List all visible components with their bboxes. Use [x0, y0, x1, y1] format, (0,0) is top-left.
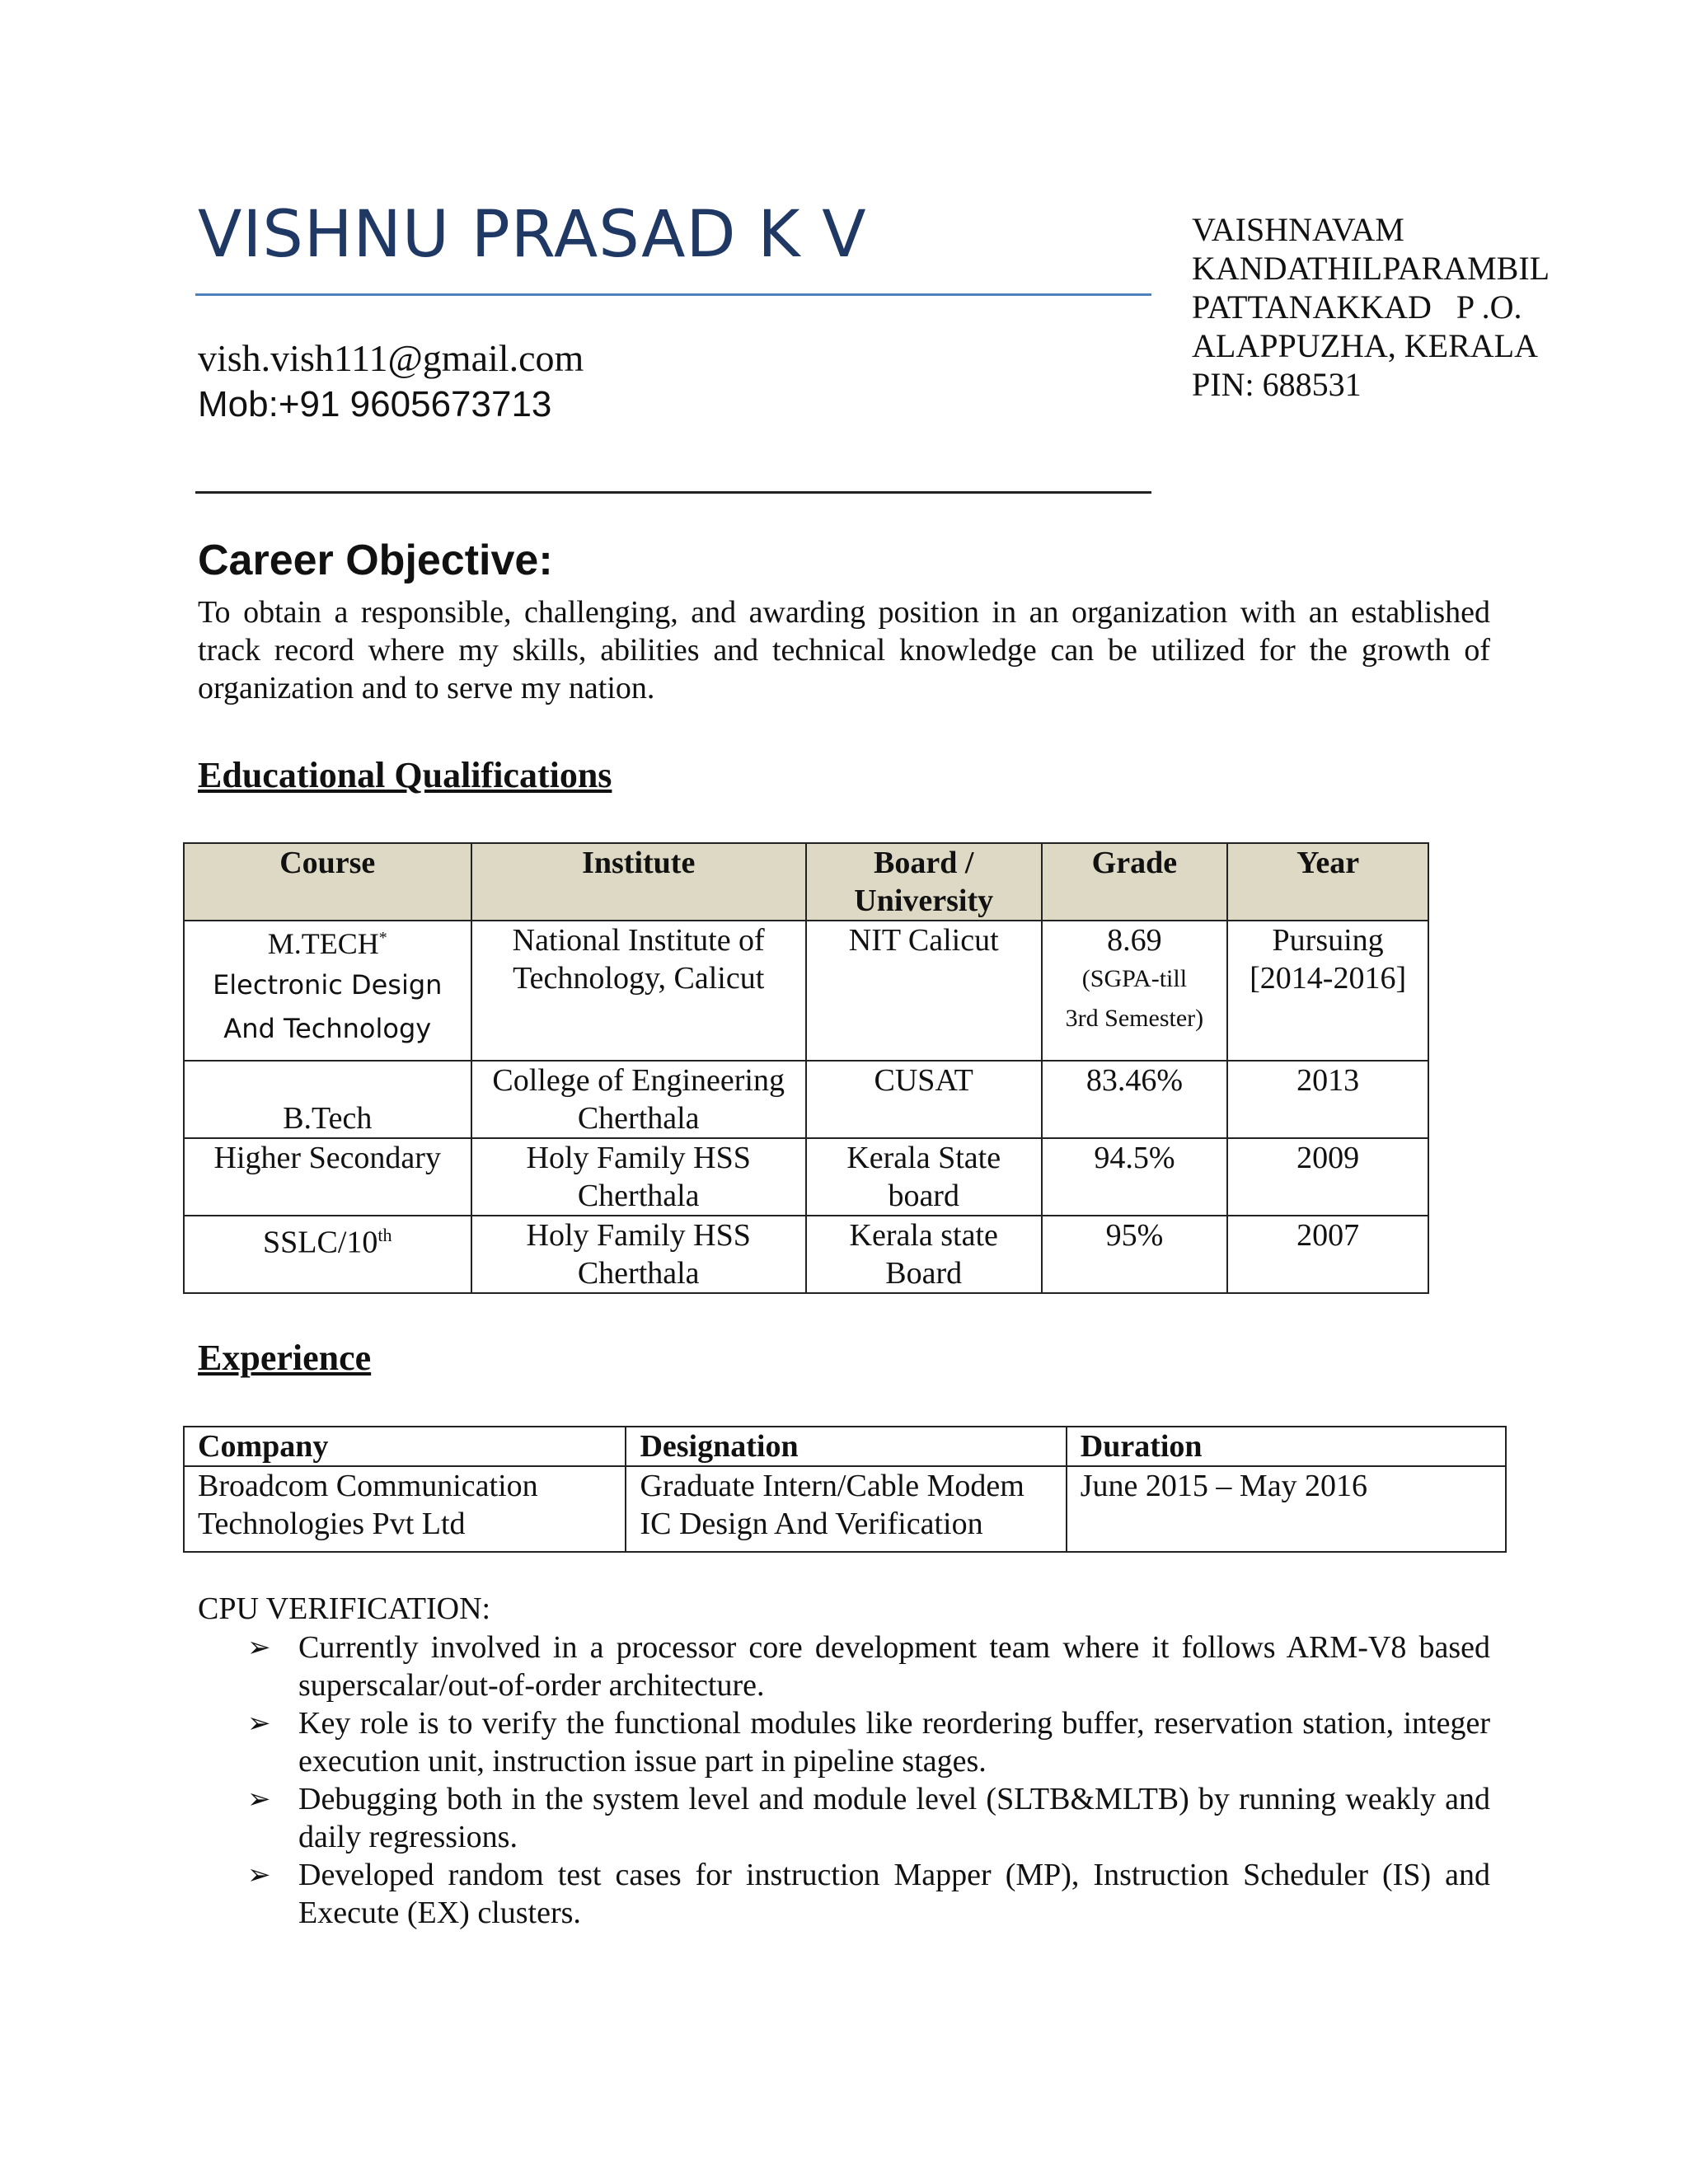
career-objective-text: To obtain a responsible, challenging, and awarding position in an organization with an established track record where my skills, abilities and technical knowledge can be utilized for the growth of organization and to serve my nation. — [198, 595, 1490, 705]
grade-value: 8.69 — [1107, 923, 1162, 958]
list-item-text: Currently involved in a processor core development team where it follows ARM-V8 based superscalar/out-of-order architecture. — [298, 1630, 1490, 1703]
education-table — [183, 842, 1429, 1294]
list-item — [247, 1780, 1490, 1856]
course-cell: B.Tech — [184, 1061, 471, 1138]
course-cell: Higher Secondary — [184, 1138, 471, 1216]
arrow-bullet-icon: ➢ — [247, 1783, 271, 1816]
candidate-name: VISHNU PRASAD K V — [198, 198, 867, 272]
experience-heading: Experience — [198, 1338, 372, 1378]
address-line: VAISHNAVAM — [1192, 211, 1404, 248]
list-item-text: Debugging both in the system level and module level (SLTB&MLTB) by running weakly and daily regressions. — [298, 1782, 1490, 1854]
column-header: Board / University — [806, 843, 1042, 921]
grade-cell: 94.5% — [1042, 1138, 1228, 1216]
table-row — [184, 1466, 1506, 1552]
board-cell: NIT Calicut — [806, 921, 1042, 1061]
address-line: PIN: 688531 — [1192, 366, 1362, 403]
list-item — [247, 1704, 1490, 1780]
grade-cell — [1042, 921, 1228, 1061]
table-header-row — [184, 1427, 1506, 1466]
grade-cell: 83.46% — [1042, 1061, 1228, 1138]
arrow-bullet-icon: ➢ — [247, 1858, 271, 1891]
postal-address — [1192, 210, 1550, 404]
institute-cell: National Institute of Technology, Calicut — [471, 921, 806, 1061]
column-header: Year — [1227, 843, 1428, 921]
list-item — [247, 1629, 1490, 1704]
course-sup: * — [378, 929, 387, 947]
experience-table — [183, 1426, 1507, 1553]
column-header: Designation — [626, 1427, 1066, 1466]
column-header: Duration — [1067, 1427, 1506, 1466]
education-heading: Educational Qualifications — [198, 755, 612, 795]
duration-cell: June 2015 – May 2016 — [1067, 1466, 1506, 1552]
course-sup: th — [377, 1225, 392, 1245]
grade-note: 3rd Semester) — [1065, 1005, 1204, 1032]
grade-cell: 95% — [1042, 1216, 1228, 1293]
career-objective-heading: Career Objective: — [198, 537, 553, 584]
year-cell: Pursuing [2014-2016] — [1227, 921, 1428, 1061]
board-cell: Kerala state Board — [806, 1216, 1042, 1293]
column-header: Course — [184, 843, 471, 921]
year-cell: 2009 — [1227, 1138, 1428, 1216]
arrow-bullet-icon: ➢ — [247, 1631, 271, 1664]
year-cell: 2013 — [1227, 1061, 1428, 1138]
arrow-bullet-icon: ➢ — [247, 1707, 271, 1740]
address-line: PATTANAKKAD P .O. — [1192, 288, 1522, 326]
column-header: Institute — [471, 843, 806, 921]
course-detail: Electronic Design — [213, 969, 443, 1001]
institute-cell: College of Engineering Cherthala — [471, 1061, 806, 1138]
mobile-number: Mob:+91 9605673713 — [198, 384, 552, 424]
grade-note: (SGPA-till — [1081, 965, 1188, 992]
cpu-verification-heading: CPU VERIFICATION: — [198, 1591, 491, 1626]
board-cell: CUSAT — [806, 1061, 1042, 1138]
column-header: Grade — [1042, 843, 1228, 921]
board-cell: Kerala State board — [806, 1138, 1042, 1216]
course-name: M.TECH — [267, 927, 379, 960]
email-address: vish.vish111@gmail.com — [198, 337, 584, 379]
name-underline — [195, 293, 1151, 296]
header-divider — [195, 491, 1151, 494]
company-cell: Broadcom Communication Technologies Pvt Ltd — [184, 1466, 626, 1552]
table-header-row — [184, 843, 1428, 921]
table-row — [184, 1138, 1428, 1216]
table-row — [184, 1061, 1428, 1138]
institute-cell: Holy Family HSS Cherthala — [471, 1216, 806, 1293]
year-cell: 2007 — [1227, 1216, 1428, 1293]
column-header: Company — [184, 1427, 626, 1466]
course-detail: And Technology — [223, 1013, 432, 1044]
table-row — [184, 921, 1428, 1061]
list-item — [247, 1856, 1490, 1932]
table-row — [184, 1216, 1428, 1293]
institute-cell: Holy Family HSS Cherthala — [471, 1138, 806, 1216]
designation-cell: Graduate Intern/Cable Modem IC Design And Verification — [626, 1466, 1066, 1552]
course-name: SSLC/10 — [263, 1225, 378, 1260]
course-cell — [184, 921, 471, 1061]
list-item-text: Developed random test cases for instruction Mapper (MP), Instruction Scheduler (IS) and Execute (EX) clusters. — [298, 1858, 1490, 1930]
list-item-text: Key role is to verify the functional modules like reordering buffer, reservation station, integer execution unit, instruction issue part in pipeline stages. — [298, 1706, 1490, 1779]
cpu-verification-list — [247, 1629, 1490, 1932]
address-line: ALAPPUZHA, KERALA — [1192, 327, 1538, 364]
course-cell — [184, 1216, 471, 1293]
address-line: KANDATHILPARAMBIL — [1192, 250, 1550, 287]
